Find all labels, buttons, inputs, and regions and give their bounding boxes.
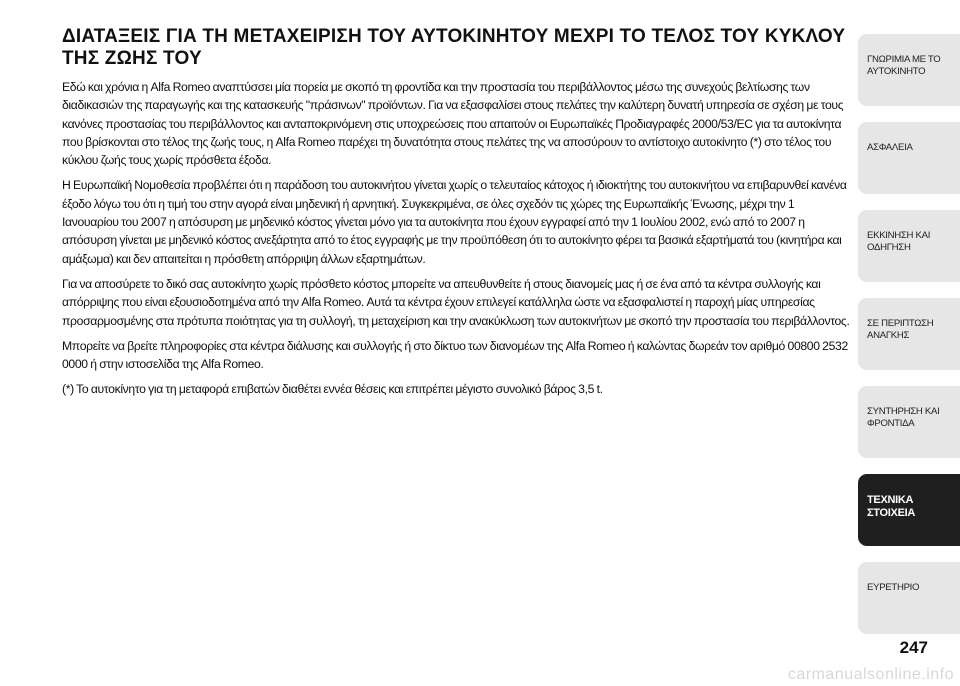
- tab-label-line: ΦΡΟΝΤΙΔΑ: [867, 418, 915, 429]
- document-content: [62, 26, 850, 406]
- tab-label-line: ΣΕ ΠΕΡΙΠΤΩΣΗ: [867, 318, 934, 329]
- tab-starting-driving[interactable]: [858, 210, 960, 282]
- tab-label-line: ΓΝΩΡΙΜΙΑ ΜΕ ΤΟ: [867, 54, 941, 65]
- paragraph-intro: Εδώ και χρόνια η Alfa Romeo αναπτύσσει μία πορεία με σκοπό τη φροντίδα και την προστασία του περιβάλλοντος μέσω της συνεχούς βελτίωσης των διαδικασιών της παραγωγής και της κατασκευής "πράσινων" προϊόντων. Για να εξασφαλίσει στους πελάτες την καλύτερη δυνατή υπηρεσία σε σχέση με τους κανόνες προστασίας του περιβάλλοντος και ανταποκρινόμενη στις υποχρεώσεις που απαιτούν οι Ευρωπαϊκές Προδιαγραφές 2000/53/EC για τα αυτοκίνητα που βρίσκονται στο τέλος της ζωής τους, η Alfa Romeo παρέχει τη δυνατότητα στους πελάτες της να αποσύρουν το αντίστοιχο αυτοκίνητο (*) στο τέλος του κύκλου ζωής τους χωρίς πρόσθετα έξοδα.: [62, 80, 844, 168]
- tab-label-line: ΤΕΧΝΙΚΑ: [867, 494, 914, 506]
- tab-label-line: ΑΣΦΑΛΕΙΑ: [867, 142, 913, 153]
- tab-label-line: ΣΥΝΤΗΡΗΣΗ ΚΑΙ: [867, 406, 940, 417]
- page-title: ΔΙΑΤΑΞΕΙΣ ΓΙΑ ΤΗ ΜΕΤΑΧΕΙΡΙΣΗ ΤΟΥ ΑΥΤΟΚΙΝΗΤΟΥ ΜΕΧΡΙ ΤΟ ΤΕΛΟΣ ΤΟΥ ΚΥΚΛΟΥ ΤΗΣ ΖΩΗΣ ΤΟΥ: [62, 26, 846, 69]
- tab-technical-data[interactable]: [858, 474, 960, 546]
- paragraph-legislation: Η Ευρωπαϊκή Νομοθεσία προβλέπει ότι η παράδοση του αυτοκινήτου γίνεται χωρίς ο τελευταίος κάτοχος ή ιδιοκτήτης του αυτοκινήτου να επιβαρυνθεί κανένα έξοδο λόγω του ότι η τιμή του στην αγορά είναι μηδενική ή αρνητική. Συγκεκριμένα, σε όλες σχεδόν τις χώρες της Ευρωπαϊκής Ένωσης, μέχρι την 1 Ιανουαρίου του 2007 η απόσυρση με μηδενικό κόστος γίνεται μόνο για τα αυτοκίνητα που έχουν εγγραφεί από την 1 Ιουλίου 2002, ενώ από το 2007 η απόσυρση γίνεται με μηδενικό κόστος ανεξάρτητα από το έτος εγγραφής με την προϋπόθεση ότι το αυτοκίνητο φέρει τα βασικά εξαρτήματά του (κινητήρα και αμάξωμα) και δεν απαιτείται η πρόσθετη απόρριψη άλλων εξαρτημάτων.: [62, 178, 847, 266]
- paragraph-info: Μπορείτε να βρείτε πληροφορίες στα κέντρα διάλυσης και συλλογής ή στο δίκτυο των διανομέων της Alfa Romeo ή καλώντας δωρεάν τον αριθμό 00800 2532 0000 ή στην ιστοσελίδα της Alfa Romeo.: [62, 338, 848, 372]
- paragraph-footnote: (*) Το αυτοκίνητο για τη μεταφορά επιβατών διαθέτει εννέα θέσεις και επιτρέπει μέγιστο συνολικό βάρος 3,5 t.: [62, 382, 603, 397]
- tab-safety[interactable]: [858, 122, 960, 194]
- tab-index[interactable]: [858, 562, 960, 634]
- page-number: 247: [899, 638, 928, 657]
- watermark-text: carmanualsonline.info: [787, 666, 954, 683]
- tab-emergency[interactable]: [858, 298, 960, 370]
- tab-label-line: ΑΝΑΓΚΗΣ: [867, 330, 910, 341]
- tab-label-line: ΕΥΡΕΤΗΡΙΟ: [867, 582, 920, 593]
- tab-getting-to-know[interactable]: [858, 34, 960, 106]
- tab-maintenance[interactable]: [858, 386, 960, 458]
- tab-label-line: ΕΚΚΙΝΗΣΗ ΚΑΙ: [867, 230, 931, 241]
- tab-label-line: ΣΤΟΙΧΕΙΑ: [867, 507, 916, 519]
- tab-label-line: ΟΔΗΓΗΣΗ: [867, 242, 911, 253]
- tab-label-line: ΑΥΤΟΚΙΝΗΤΟ: [867, 66, 926, 77]
- section-tabs-sidebar: [858, 34, 960, 636]
- paragraph-withdrawal: Για να αποσύρετε το δικό σας αυτοκίνητο χωρίς πρόσθετο κόστος μπορείτε να απευθυνθείτε ή στους διανομείς μας ή σε ένα από τα κέντρα συλλογής και απόρριψης που είναι εξουσιοδοτημένα από την Alfa Romeo. Αυτά τα κέντρα έχουν επιλεγεί κατάλληλα ώστε να εξασφαλιστεί η παροχή μίας υπηρεσίας προσαρμοσμένης στα πρότυπα ποιότητας για τη συλλογή, τη μεταχείριση και την ανακύκλωση των αυτοκινήτων με σκοπό την προστασία του περιβάλλοντος.: [62, 276, 850, 328]
